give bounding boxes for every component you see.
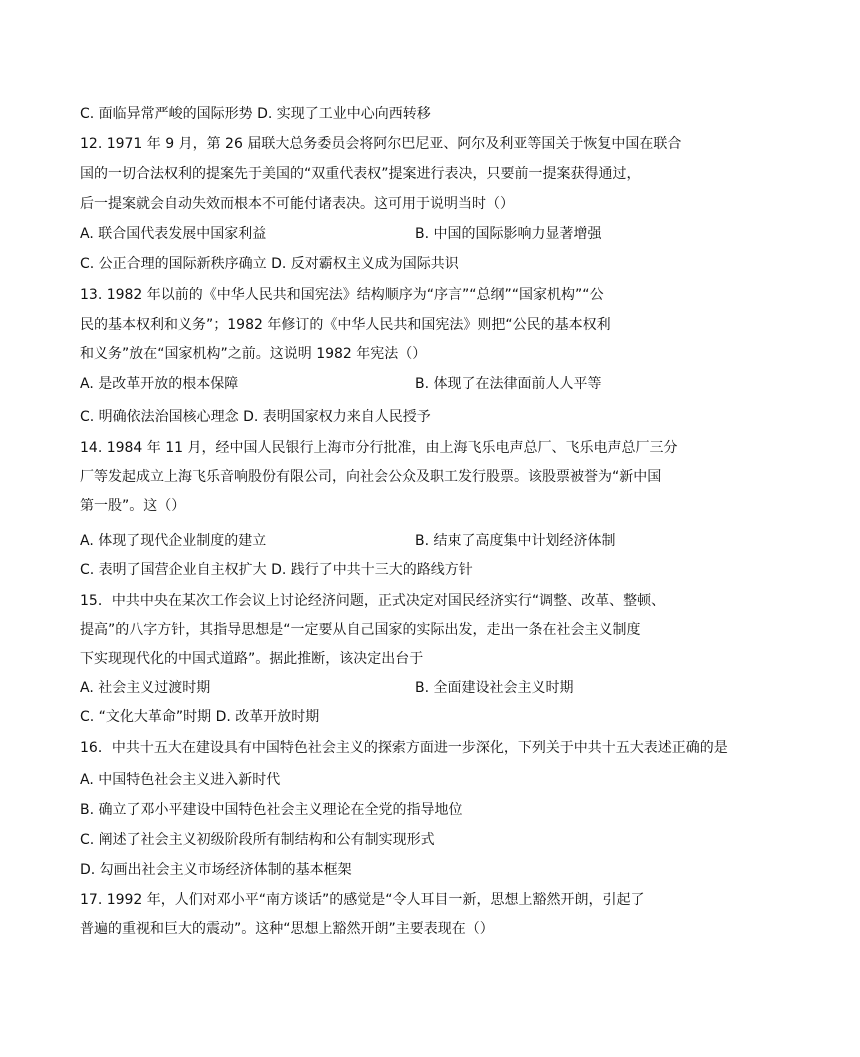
q12-option-a: A. 联合国代表发展中国家利益 xyxy=(80,226,267,242)
q14-option-a: A. 体现了现代企业制度的建立 xyxy=(80,533,267,549)
q16-option-c: C. 阐述了社会主义初级阶段所有制结构和公有制实现形式 xyxy=(80,832,435,848)
q12-options-cd: C. 公正合理的国际新秩序确立 D. 反对霸权主义成为国际共识 xyxy=(80,256,459,272)
q15-stem-line-3: 下实现现代化的中国式道路”。据此推断，该决定出台于 xyxy=(80,651,424,667)
q16-option-d: D. 勾画出社会主义市场经济体制的基本框架 xyxy=(80,862,352,878)
q14-option-b: B. 结束了高度集中计划经济体制 xyxy=(415,533,616,549)
q15-stem-line-1: 15．中共中央在某次工作会议上讨论经济问题，正式决定对国民经济实行“调整、改革、整顿、 xyxy=(80,593,666,609)
q13-stem-line-1: 13. 1982 年以前的《中华人民共和国宪法》结构顺序为“序言”“总纲”“国家机构”“公 xyxy=(80,287,604,303)
q13-option-b: B. 体现了在法律面前人人平等 xyxy=(415,376,602,392)
q14-stem-line-2: 厂等发起成立上海飞乐音响股份有限公司，向社会公众及职工发行股票。该股票被誉为“新中国 xyxy=(80,469,662,485)
q14-stem-line-3: 第一股”。这（） xyxy=(80,498,186,514)
q14-options-cd: C. 表明了国营企业自主权扩大 D. 践行了中共十三大的路线方针 xyxy=(80,562,473,578)
q12-stem-line-2: 国的一切合法权利的提案先于美国的“双重代表权”提案进行表决，只要前一提案获得通过， xyxy=(80,166,641,182)
q17-stem-line-2: 普遍的重视和巨大的震动”。这种“思想上豁然开朗”主要表现在（） xyxy=(80,921,494,937)
q15-stem-line-2: 提高”的八字方针，其指导思想是“一定要从自己国家的实际出发，走出一条在社会主义制度 xyxy=(80,622,641,638)
q12-stem-line-3: 后一提案就会自动失效而根本不可能付诸表决。这可用于说明当时（） xyxy=(80,196,514,212)
q12-option-b: B. 中国的国际影响力显著增强 xyxy=(415,226,602,242)
q13-option-a: A. 是改革开放的根本保障 xyxy=(80,376,239,392)
q15-option-a: A. 社会主义过渡时期 xyxy=(80,680,211,696)
q13-options-cd: C. 明确依法治国核心理念 D. 表明国家权力来自人民授予 xyxy=(80,409,431,425)
q16-option-a: A. 中国特色社会主义进入新时代 xyxy=(80,772,281,788)
q16-option-b: B. 确立了邓小平建设中国特色社会主义理论在全党的指导地位 xyxy=(80,802,463,818)
q12-stem-line-1: 12. 1971 年 9 月，第 26 届联大总务委员会将阿尔巴尼亚、阿尔及利亚等国关于恢复中国在联合 xyxy=(80,136,682,152)
q14-stem-line-1: 14. 1984 年 11 月，经中国人民银行上海市分行批准，由上海飞乐电声总厂、飞乐电声总厂三分 xyxy=(80,440,678,456)
q13-stem-line-2: 民的基本权利和义务”；1982 年修订的《中华人民共和国宪法》则把“公民的基本权利 xyxy=(80,317,611,333)
q16-stem: 16．中共十五大在建设具有中国特色社会主义的探索方面进一步深化，下列关于中共十五大表述正确的是 xyxy=(80,740,728,756)
q15-option-b: B. 全面建设社会主义时期 xyxy=(415,680,574,696)
q17-stem-line-1: 17. 1992 年，人们对邓小平“南方谈话”的感觉是“令人耳目一新，思想上豁然开朗，引起了 xyxy=(80,892,645,908)
q15-options-cd: C. “文化大革命”时期 D. 改革开放时期 xyxy=(80,709,320,725)
q11-options-cd: C. 面临异常严峻的国际形势 D. 实现了工业中心向西转移 xyxy=(80,106,431,122)
q13-stem-line-3: 和义务”放在“国家机构”之前。这说明 1982 年宪法（） xyxy=(80,346,427,362)
